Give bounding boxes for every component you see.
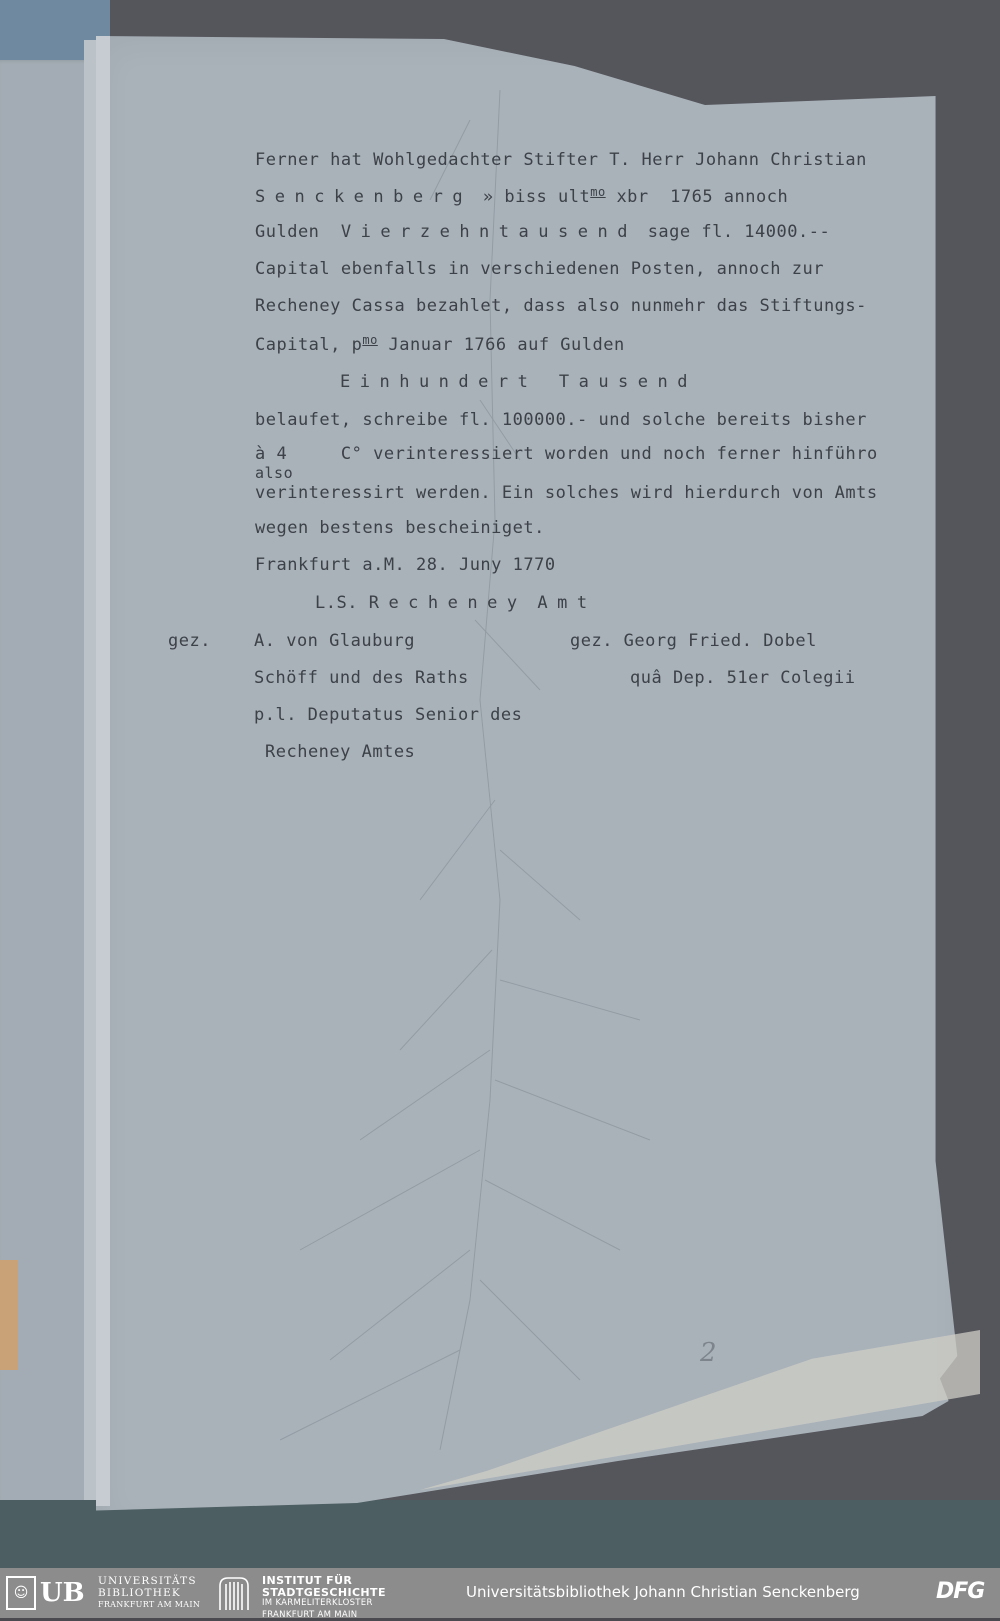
- spaced-word-senckenberg: Senckenberg: [255, 187, 473, 207]
- ub-logo: UB: [40, 1578, 85, 1608]
- institute-columns-icon: [214, 1574, 254, 1612]
- text-line-10: verinteressirt werden. Ein solches wird hierdurch von Amts: [255, 483, 878, 503]
- text-line-7: [340, 372, 697, 392]
- text-line-5: Recheney Cassa bezahlet, dass also nunmehr das Stiftungs-: [255, 296, 867, 316]
- place-date: Frankfurt a.M. 28. Juny 1770: [255, 555, 556, 575]
- signatory-left-role: p.l. Deputatus Senior des: [254, 705, 523, 725]
- text-line-11: wegen bestens bescheiniget.: [255, 518, 545, 538]
- library-name: Universitätsbibliothek Johann Christian Senckenberg: [466, 1583, 860, 1601]
- text-line-6: Capital, $p^{mo}$ Januar 1766 auf Gulden: [255, 333, 625, 355]
- ub-name: UNIVERSITÄTS BIBLIOTHEK FRANKFURT AM MAIN: [98, 1575, 201, 1609]
- signatory-left-title: Schöff und des Raths: [254, 668, 469, 688]
- signature-gez-left: gez.: [168, 631, 211, 651]
- spaced-word-recheney: Recheney: [368, 593, 527, 613]
- text-line-3: Gulden Vierzehntausend sage fl. 14000.--: [255, 222, 831, 242]
- tan-paper-strip: [0, 1260, 18, 1370]
- folder-bottom: [0, 1500, 1000, 1568]
- institute-name: INSTITUT FÜR STADTGESCHICHTE IM KARMELITERKLOSTER FRANKFURT AM MAIN: [262, 1574, 386, 1620]
- signatory-right-name: gez. Georg Fried. Dobel: [570, 631, 817, 651]
- ub-portrait-icon: ☺: [6, 1576, 36, 1610]
- dfg-logo: DFG: [936, 1579, 985, 1604]
- footer-bar: [0, 1568, 1000, 1618]
- signatory-left-office: Recheney Amtes: [265, 742, 416, 762]
- seal-line: L.S. Recheney Amt: [315, 593, 597, 613]
- spaced-word-einhundert: Einhundert: [340, 372, 538, 392]
- signatory-right-title: quâ Dep. 51er Colegii: [630, 668, 856, 688]
- text-line-9-insert: also: [255, 464, 294, 482]
- page-fold: [96, 36, 110, 1506]
- text-line-4: Capital ebenfalls in verschiedenen Posten, annoch zur: [255, 259, 824, 279]
- text-line-1: Ferner hat Wohlgedachter Stifter T. Herr Johann Christian: [255, 150, 867, 170]
- pencil-page-number: 2: [700, 1338, 717, 1368]
- text-line-2: Senckenberg » biss ult$^{mo}$ xbr 1765 annoch: [255, 185, 789, 207]
- text-line-9: à 4 C° verinteressiert worden und noch ferner hinführo: [255, 444, 878, 464]
- spaced-word-vierzehntausend: Vierzehntausend: [340, 222, 637, 242]
- text-line-8: belaufet, schreibe fl. 100000.- und solche bereits bisher: [255, 410, 867, 430]
- signatory-left-name: A. von Glauburg: [254, 631, 416, 651]
- spaced-word-amt: Amt: [537, 593, 597, 613]
- spaced-word-tausend: Tausend: [558, 372, 697, 392]
